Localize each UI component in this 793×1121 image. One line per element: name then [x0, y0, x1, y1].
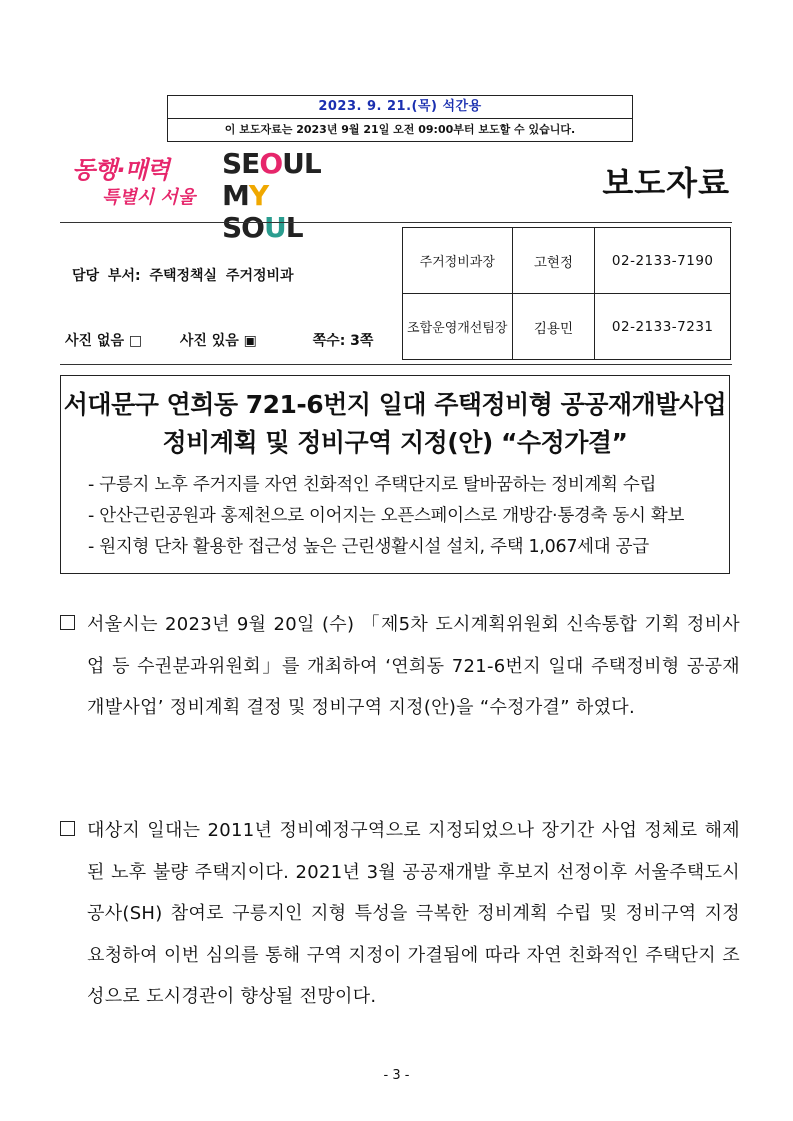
- contact-phone: 02-2133-7231: [595, 294, 731, 360]
- divider-bottom: [60, 364, 732, 365]
- body-paragraph: [60, 604, 740, 729]
- contact-team: 주거정비과장: [403, 228, 513, 294]
- slogan-line2: 특별시 서울: [102, 187, 196, 208]
- logo-seoul-line2: MY SOUL: [222, 179, 303, 244]
- logo-seoul-line1: SEOUL: [222, 147, 321, 180]
- contact-name: 고현정: [512, 228, 595, 294]
- contact-row: [403, 228, 731, 294]
- contact-phone: 02-2133-7190: [595, 228, 731, 294]
- department-info: 담당 부서: 주택정책실 주거정비과: [72, 268, 294, 284]
- headline-line2: 정비계획 및 정비구역 지정(안) “수정가결”: [162, 428, 628, 457]
- photo-none: 사진 없음 □: [65, 333, 143, 349]
- contact-name: 김용민: [512, 294, 595, 360]
- embargo-box: [167, 95, 633, 142]
- checkbox-bullet-icon: [60, 615, 75, 630]
- divider-top: [60, 222, 732, 223]
- embargo-note: 이 보도자료는 2023년 9월 21일 오전 09:00부터 보도할 수 있습니다.: [224, 123, 576, 136]
- photo-yes: 사진 있음 ▣: [179, 333, 257, 349]
- subheadline-list: [61, 470, 729, 563]
- page-number: - 3 -: [383, 1068, 410, 1083]
- contact-row: [403, 294, 731, 360]
- slogan-line1: 동행·매력: [72, 156, 169, 184]
- page-count: 쪽수: 3쪽: [312, 333, 374, 349]
- subheadline-item: - 안산근린공원과 홍제천으로 이어지는 오픈스페이스로 개방감·통경축 동시 확보: [88, 506, 685, 526]
- paragraph-text: 대상지 일대는 2011년 정비예정구역으로 지정되었으나 장기간 사업 정체로 해제된 노후 불량 주택지이다. 2021년 3월 공공재개발 후보지 선정이후 서울주택도시공사(SH) 참여로 구릉지인 지형 특성을 극복한 정비계획 수립 및 정비구역 지정 요청하여 이번 심의를 통해 구역 지정이 가결됨에 따라 자연 친화적인 주택단지 조성으로 도시경관이 향상될 전망이다.: [87, 820, 740, 1007]
- headline-line1: 서대문구 연희동 721-6번지 일대 주택정비형 공공재개발사업: [63, 390, 727, 419]
- paragraph-text: 서울시는 2023년 9월 20일 (수) 「제5차 도시계획위원회 신속통합 기획 정비사업 등 수권분과위원회」를 개최하여 ‘연희동 721-6번지 일대 주택정비형 공공재개발사업’ 정비계획 결정 및 정비구역 지정(안)을 “수정가결” 하였다.: [87, 614, 740, 718]
- press-release-title: 보도자료: [602, 164, 730, 202]
- seoul-my-soul-logo: [222, 147, 322, 244]
- subheadline-item: - 구릉지 노후 주거지를 자연 친화적인 주택단지로 탈바꿈하는 정비계획 수립: [88, 475, 657, 495]
- seoul-slogan-logo: [72, 150, 197, 215]
- checkbox-bullet-icon: [60, 821, 75, 836]
- contact-team: 조합운영개선팀장: [403, 294, 513, 360]
- headline-box: [60, 375, 730, 574]
- subheadline-item: - 원지형 단차 활용한 접근성 높은 근린생활시설 설치, 주택 1,067세대 공급: [88, 537, 649, 557]
- body-paragraph: [60, 810, 740, 1018]
- contacts-table: [402, 227, 731, 360]
- photo-and-pages: [65, 330, 376, 350]
- embargo-date: 2023. 9. 21.(목) 석간용: [168, 96, 632, 119]
